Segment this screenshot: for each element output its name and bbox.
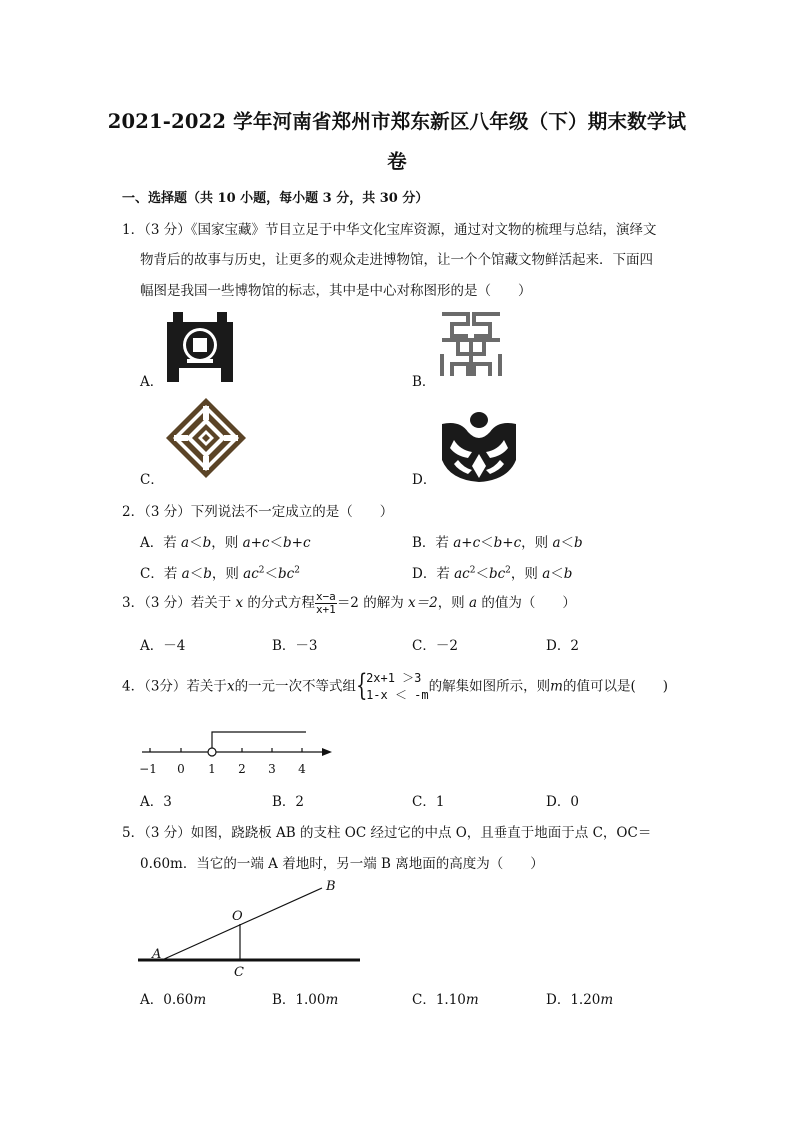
axis-label-4: 4 (298, 762, 306, 776)
point-label-a: A (152, 947, 162, 962)
q5-option-a: A．0.60m (140, 992, 207, 1008)
q2-option-c: C．若 a＜b，则 $ac^2<bc^2$ (140, 565, 300, 582)
q2-option-a: A．若 a＜b，则 a+c＜b+c (140, 535, 311, 551)
museum-logo-d-icon (438, 410, 520, 484)
point-label-c: C (234, 965, 244, 980)
page-title: 2021-2022 学年河南省郑州市郑东新区八年级（下）期末数学试 (107, 110, 687, 133)
axis-label-2: 2 (238, 762, 246, 776)
page-title-continued: 卷 (387, 150, 407, 173)
museum-logo-b-icon (438, 310, 504, 380)
axis-label-1: 1 (208, 762, 216, 776)
q3-option-b: B．－3 (272, 638, 318, 654)
q3-stem: 3．（3 分）若关于 x 的分式方程 $\frac{x-a}{x+1}$ ＝2 的解为 x＝2，则 a 的值为（ ） (122, 590, 576, 616)
point-label-b: B (326, 879, 336, 894)
q2-option-d: D．若 $ac^2<bc^2$，则 a＜b (412, 565, 573, 582)
point-label-o: O (232, 909, 243, 924)
q5-option-b: B．1.00m (272, 992, 339, 1008)
museum-logo-c-icon (166, 398, 246, 478)
q4-option-a: A．3 (140, 794, 172, 810)
q2-option-b: B．若 a+c＜b+c，则 a＜b (412, 535, 583, 551)
q4-option-c: C．1 (412, 794, 445, 810)
q5-option-c: C．1.10m (412, 992, 479, 1008)
q1-line1: 1．（3 分）《国家宝藏》节目立足于中华文化宝库资源，通过对文物的梳理与总结，演绎文 (122, 222, 657, 238)
q1-line3: 幅图是我国一些博物馆的标志，其中是中心对称图形的是（ ） (140, 283, 532, 299)
q5-line2: 0.60m．当它的一端 A 着地时，另一端 B 离地面的高度为（ ） (140, 856, 544, 872)
q1-option-a-label: A． (140, 374, 164, 390)
q1-option-c-label: C． (140, 472, 164, 488)
q2-stem: 2．（3 分）下列说法不一定成立的是（ ） (122, 504, 394, 520)
q5-line1: 5．（3 分）如图，跷跷板 AB 的支柱 OC 经过它的中点 O，且垂直于地面于点 C，OC＝ (122, 825, 652, 841)
q4-option-d: D．0 (546, 794, 579, 810)
q3-option-a: A．－4 (140, 638, 186, 654)
q1-option-b-label: B． (412, 374, 436, 390)
q3-option-c: C．－2 (412, 638, 458, 654)
q4-option-b: B．2 (272, 794, 305, 810)
q4-inequality-system: { 2x+1 ＞3 1-x ＜ -m (356, 668, 429, 703)
q4-number-line (138, 724, 338, 780)
q5-option-d: D．1.20m (546, 992, 614, 1008)
axis-label-neg1: −1 (139, 762, 157, 776)
q1-option-d-label: D． (412, 472, 437, 488)
q1-line2: 物背后的故事与历史，让更多的观众走进博物馆，让一个个馆藏文物鲜活起来．下面四 (140, 252, 653, 268)
museum-logo-a-icon (163, 312, 237, 384)
q4-stem: 4．（3分）若关于x的一元一次不等式组 { 2x+1 ＞3 1-x ＜ -m 的解集如图所示，则m的值可以是( ) (122, 668, 668, 703)
q5-seesaw-figure (136, 876, 366, 980)
section-header: 一、选择题（共 10 小题，每小题 3 分，共 30 分） (122, 191, 429, 206)
q3-option-d: D．2 (546, 638, 579, 654)
q3-fraction: $\frac{x-a}{x+1}$ (315, 590, 336, 616)
axis-label-0: 0 (177, 762, 185, 776)
axis-label-3: 3 (268, 762, 276, 776)
